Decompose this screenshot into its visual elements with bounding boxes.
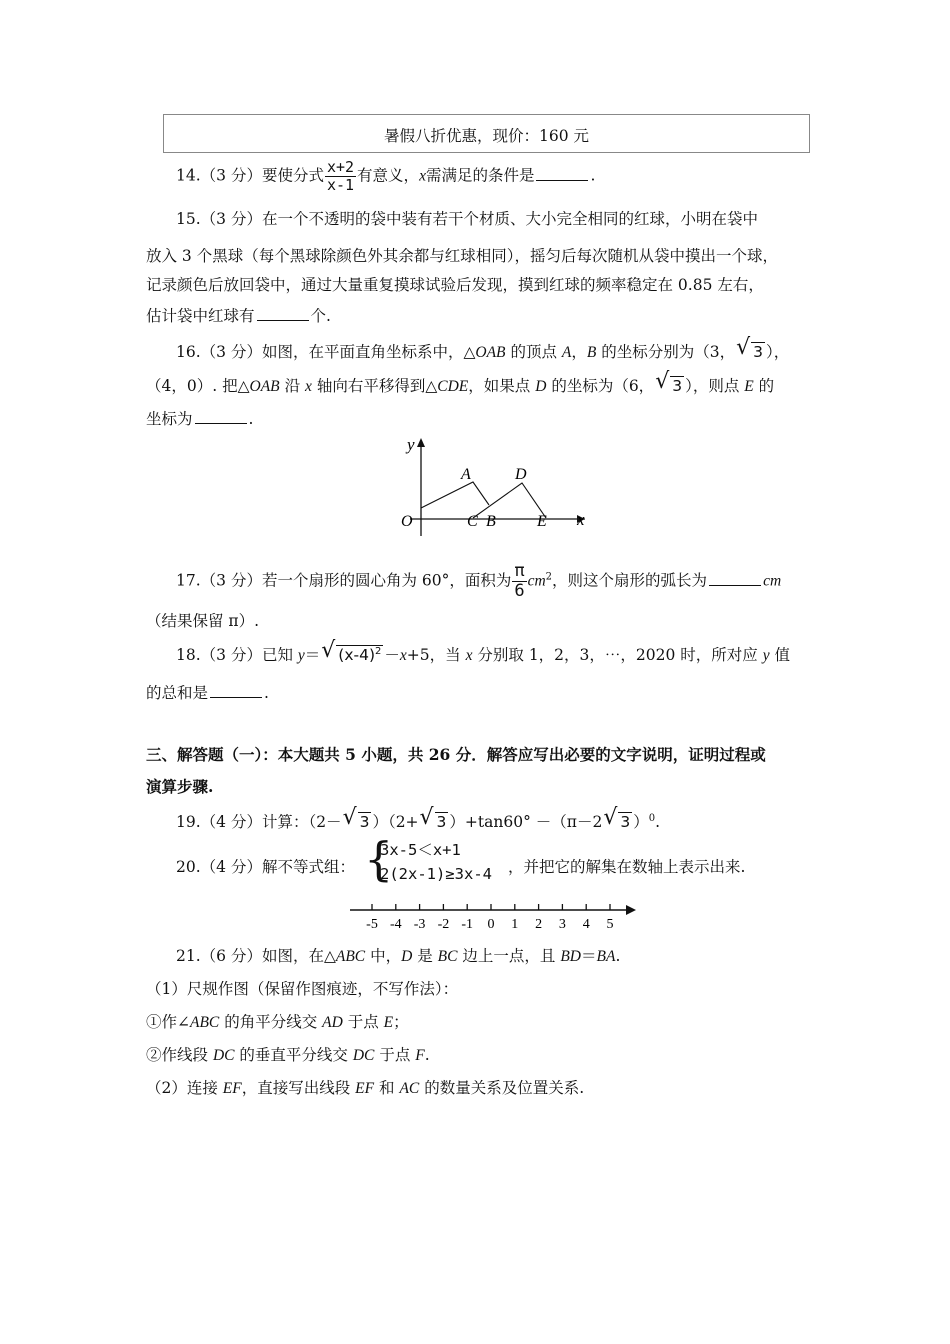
triangle-cde	[473, 483, 546, 518]
q17-frac-den: 6	[514, 581, 525, 601]
question-14	[176, 159, 595, 194]
triangle-oab	[421, 482, 489, 508]
q18-sq: 2	[375, 645, 382, 657]
q21-l3-AD: AD	[322, 1014, 343, 1031]
q18-text-e: 值	[769, 646, 791, 664]
q18-y: y	[297, 647, 305, 664]
q16-point-a: A	[561, 344, 572, 361]
q16-l2-e: 的坐标为（6，	[546, 377, 655, 395]
section-3-heading-line-1: 三、解答题（一）：本大题共 5 小题，共 26 分．解答应写出必要的文字说明，证明过程或	[146, 745, 766, 764]
q21-l5-a: （2）连接	[146, 1079, 223, 1097]
q16-l2-D: D	[535, 378, 547, 395]
q15-line-4	[146, 304, 331, 326]
q21-l3-d: ；	[393, 1013, 409, 1031]
label-e: E	[537, 513, 547, 530]
q15-answer-blank[interactable]	[257, 307, 309, 321]
q19-sqrt-1: √ 3	[342, 805, 370, 831]
q18-y2: y	[762, 647, 770, 664]
q16-l2-cde: CDE	[437, 378, 469, 395]
q19-sqrt-3: √ 3	[603, 805, 631, 831]
label-b: B	[486, 513, 496, 530]
q21-l4-DC: DC	[212, 1047, 235, 1064]
label-c: C	[467, 513, 478, 530]
q19-sqrt-arg-2: 3	[436, 813, 447, 831]
number-line-tick-label: 3	[558, 917, 566, 932]
q17-line-2: （结果保留 π）.	[146, 612, 260, 630]
q18-sqrt-content	[336, 645, 383, 664]
q21-l5-c: 和	[374, 1079, 400, 1097]
q21-l1-d: 边上一点，且	[457, 947, 561, 965]
q21-l1-D: D	[401, 948, 413, 965]
q19-sqrt-arg-3: 3	[620, 813, 631, 831]
q16-text-d: 的坐标分别为（3，	[596, 343, 736, 361]
promo-text: 暑假八折优惠，现价：160 元	[383, 127, 589, 145]
promo-box	[163, 114, 810, 153]
section-3-heading-line-2: 演算步骤.	[146, 777, 214, 796]
q21-l5-EF: EF	[222, 1080, 242, 1097]
q18-x1: x	[399, 647, 407, 664]
q18-sqrt: √ $(x-4)^2$	[321, 637, 382, 664]
q21-line-4	[146, 1043, 430, 1065]
q16-line-3	[146, 407, 253, 429]
q17-unit-2: cm	[763, 572, 782, 590]
q21-l1-e: ＝	[581, 947, 597, 965]
q14-answer-blank[interactable]	[536, 167, 588, 181]
y-axis-label: y	[407, 435, 415, 454]
q14-mid: 有意义，	[357, 166, 420, 185]
q19-sqrt-arg-1: 3	[359, 813, 370, 831]
question-17	[176, 562, 781, 601]
q17-unit: cm	[527, 572, 546, 590]
q21-l4-d: .	[424, 1046, 430, 1064]
q14-end: .	[590, 166, 596, 185]
q21-l4-DC2: DC	[352, 1047, 375, 1064]
q16-line-1	[176, 335, 790, 362]
number-line-tick-label: 2	[535, 917, 543, 932]
q16-line-2	[146, 369, 775, 396]
q18-answer-blank[interactable]	[210, 684, 262, 698]
q14-frac-num: x+2	[326, 158, 355, 176]
q19-text-b: ）（2+	[372, 813, 419, 831]
q15-line-1: 15.（3 分）在一个不透明的袋中装有若干个材质、大小完全相同的红球，小明在袋中	[176, 210, 758, 228]
question-19	[176, 805, 661, 832]
q16-l2-d: ，如果点	[468, 377, 536, 395]
q16-sqrt-2: √ 3	[655, 369, 683, 395]
q21-l4-a: ②作线段	[146, 1046, 213, 1064]
q16-l2-oab: OAB	[249, 378, 280, 395]
number-line-tick-label: 4	[582, 917, 590, 932]
q19-sqrt-2: √ 3	[419, 805, 447, 831]
q19-text-d: ）	[633, 813, 649, 831]
q16-point-b: B	[586, 344, 597, 361]
q18-x2: x	[465, 647, 473, 664]
q19-text-e: .	[655, 813, 661, 831]
q19-sup: 0	[648, 812, 656, 824]
q21-l4-b: 的垂直平分线交	[234, 1046, 353, 1064]
q21-l1-BD: BD	[560, 948, 581, 965]
q21-line-5	[146, 1076, 584, 1098]
number-line-tick-label: 5	[606, 917, 614, 932]
q21-l1-BA: BA	[596, 948, 616, 965]
q21-line-2: （1）尺规作图（保留作图痕迹，不写作法）：	[146, 980, 459, 998]
q20-number-line	[348, 896, 640, 936]
number-line-tick-label: -1	[461, 917, 474, 932]
q20-suffix: ，并把它的解集在数轴上表示出来.	[508, 858, 746, 876]
q14-prefix: 14.（3 分）要使分式	[176, 166, 324, 185]
q17-frac-num: π	[514, 561, 525, 581]
q21-l1-a: 21.（6 分）如图，在△	[176, 947, 336, 965]
q18-sqrt-arg: (x-4)	[338, 646, 376, 664]
number-line-tick-label: -4	[389, 917, 402, 932]
label-o: O	[401, 513, 413, 530]
number-line-tick-label: 1	[511, 917, 519, 932]
q16-sqrt-arg-2: 3	[672, 377, 683, 395]
q18-text-b: －	[384, 646, 400, 664]
y-axis-arrow	[417, 438, 425, 447]
x-axis-label: x	[577, 510, 585, 529]
q21-l1-BC: BC	[437, 948, 458, 965]
q21-l1-b: 中，	[365, 947, 402, 965]
q16-l2-g: 的	[753, 377, 775, 395]
q16-sqrt-1: √ 3	[736, 335, 763, 361]
q21-l5-d: 的数量关系及位置关系.	[419, 1079, 585, 1097]
q16-l2-a: （4，0）. 把△	[146, 377, 250, 395]
q21-l1-f: .	[615, 947, 621, 965]
q21-line-1	[176, 944, 620, 966]
number-line-tick-label: 0	[487, 917, 495, 932]
q14-fraction	[325, 159, 356, 194]
number-line-tick-label: -3	[413, 917, 426, 932]
q21-l3-abc: ABC	[190, 1014, 220, 1031]
q14-var-x: x	[419, 167, 426, 185]
q21-l3-b: 的角平分线交	[219, 1013, 323, 1031]
q21-line-3	[146, 1010, 409, 1032]
q18-text-c: +5，当	[406, 646, 466, 664]
q16-text-c: ，	[571, 343, 587, 361]
q21-l5-EF2: EF	[355, 1080, 375, 1097]
q15-line-3: 记录颜色后放回袋中，通过大量重复摸球试验后发现，摸到红球的频率稳定在 0.85 左右，	[146, 276, 764, 294]
q16-l2-f: ），则点	[685, 377, 745, 395]
q21-l4-F: F	[415, 1047, 425, 1064]
q21-l5-b: ，直接写出线段	[241, 1079, 356, 1097]
q18-text-a: 18.（3 分）已知	[176, 646, 298, 664]
q20-inequality-system	[364, 832, 492, 886]
q18-l2-a: 的总和是	[146, 684, 209, 702]
q18-l2-b: .	[264, 684, 269, 702]
label-a: A	[461, 466, 471, 483]
q18-text-d: 分别取 1，2，3，⋯，2020 时，所对应	[472, 646, 763, 664]
q16-coordinate-figure	[395, 432, 595, 542]
q16-l2-c: 轴向右平移得到△	[311, 377, 438, 395]
q18-eq: ＝	[304, 646, 321, 664]
left-brace-icon: {	[364, 832, 394, 886]
q16-triangle-oab: OAB	[475, 344, 506, 361]
q15-text: 估计袋中红球有	[146, 307, 255, 325]
number-line-tick-label: -2	[437, 917, 450, 932]
q16-sqrt-arg-1: 3	[753, 343, 763, 361]
q16-l3-b: .	[248, 410, 254, 428]
q21-l4-c: 于点	[374, 1046, 416, 1064]
q17-sup: 2	[545, 571, 553, 583]
q16-text-e: ），	[766, 343, 790, 361]
q20-inequality-1: 3x-5＜x+1	[380, 841, 461, 859]
q20-prefix: 20.（4 分）解不等式组：	[176, 858, 355, 876]
q15-end: 个.	[310, 307, 331, 325]
number-line-tick-label: -5	[366, 917, 378, 932]
number-line-arrow	[626, 905, 636, 915]
q16-l3-a: 坐标为	[146, 410, 193, 428]
q16-l2-b: 沿	[279, 377, 305, 395]
q15-line-2: 放入 3 个黑球（每个黑球除颜色外其余都与红球相同），摇匀后每次随机从袋中摸出一个球，	[146, 247, 778, 265]
q16-answer-blank[interactable]	[195, 410, 247, 424]
q16-text-b: 的顶点	[505, 343, 562, 361]
q16-l2-x: x	[305, 378, 312, 395]
q20-inequality-2: 2(2x-1)≥3x-4	[380, 865, 492, 883]
q19-text-a: 19.（4 分）计算：（2－	[176, 813, 342, 831]
q21-l3-a: ①作∠	[146, 1013, 190, 1031]
q14-suffix: 需满足的条件是	[425, 166, 535, 185]
q20-system-body	[364, 832, 492, 886]
q18-line-2	[146, 681, 269, 703]
q21-l5-AC: AC	[399, 1080, 420, 1097]
q14-frac-den: x-1	[326, 176, 355, 194]
q17-fraction	[512, 562, 526, 601]
q21-l3-E: E	[383, 1014, 394, 1031]
q17-text-a: 17.（3 分）若一个扇形的圆心角为 60°，面积为	[176, 571, 512, 590]
q21-l3-c: 于点	[342, 1013, 384, 1031]
q16-text-a: 16.（3 分）如图，在平面直角坐标系中，△	[176, 343, 476, 361]
q17-text-b: ，则这个扇形的弧长为	[552, 571, 708, 590]
q21-l1-c: 是	[412, 947, 438, 965]
q16-l2-E: E	[744, 378, 754, 395]
q17-answer-blank[interactable]	[709, 572, 761, 586]
q21-l1-abc: ABC	[335, 948, 366, 965]
label-d: D	[515, 466, 527, 483]
question-18	[176, 637, 791, 665]
q19-text-c: ）+tan60° －（π－2	[449, 813, 603, 831]
